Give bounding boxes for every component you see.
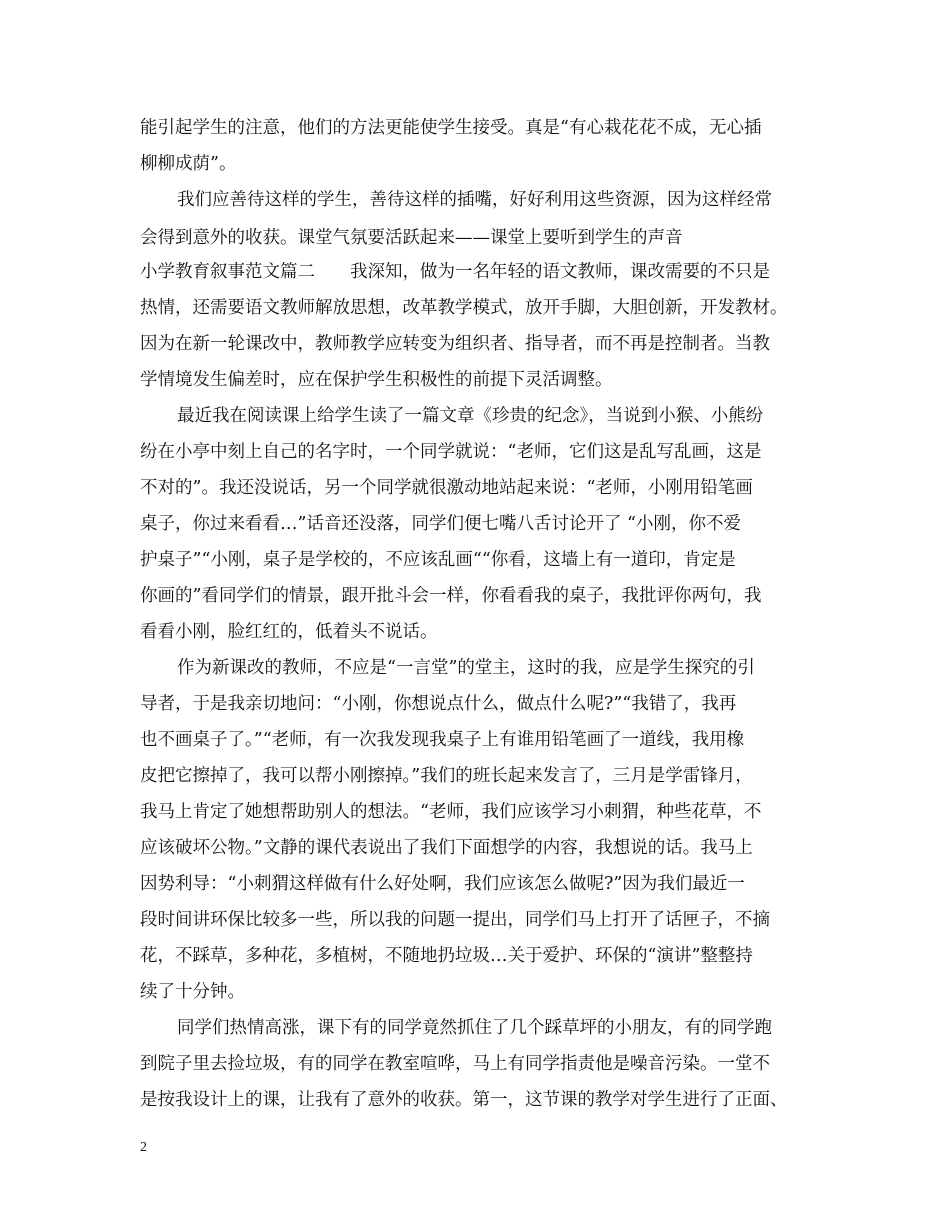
text-line: 是按我设计上的课，让我有了意外的收获。第一，这节课的教学对学生进行了正面、 xyxy=(140,1090,788,1110)
text-line: 续了十分钟。 xyxy=(140,982,245,1002)
text-line: 看看小刚，脸红红的，低着头不说话。 xyxy=(140,622,438,642)
text-line: 作为新课改的教师，不应是“一言堂”的堂主，这时的我，应是学生探究的引 xyxy=(177,658,755,678)
text-line: 小学教育叙事范文篇二 我深知，做为一名年轻的语文教师，课改需要的不只是 xyxy=(140,262,770,282)
text-line: 不对的”。我还没说话，另一个同学就很激动地站起来说：“老师，小刚用铅笔画 xyxy=(140,478,753,498)
page-number: 2 xyxy=(140,1140,147,1155)
text-line: 皮把它擦掉了，我可以帮小刚擦掉。”我们的班长起来发言了，三月是学雷锋月， xyxy=(140,766,753,786)
text-line: 最近我在阅读课上给学生读了一篇文章《珍贵的纪念》，当说到小猴、小熊纷 xyxy=(177,406,764,426)
text-line: 应该破坏公物。”文静的课代表说出了我们下面想学的内容，我想说的话。我马上 xyxy=(140,838,753,858)
text-line: 桌子，你过来看看…”话音还没落，同学们便七嘴八舌讨论开了 “小刚，你不爱 xyxy=(140,514,741,534)
text-line: 同学们热情高涨，课下有的同学竟然抓住了几个踩草坪的小朋友，有的同学跑 xyxy=(177,1018,772,1038)
text-line: 导者，于是我亲切地问：“小刚，你想说点什么，做点什么呢?”“我错了，我再 xyxy=(140,694,737,714)
text-line: 会得到意外的收获。课堂气氛要活跃起来——课堂上要听到学生的声音 xyxy=(140,228,683,248)
text-line: 也不画桌子了。”“老师，有一次我发现我桌子上有谁用铅笔画了一道线，我用橡 xyxy=(140,730,745,750)
text-line: 能引起学生的注意，他们的方法更能使学生接受。真是“有心栽花花不成，无心插 xyxy=(140,118,762,138)
text-line: 我们应善待这样的学生，善待这样的插嘴，好好利用这些资源，因为这样经常 xyxy=(177,190,772,210)
text-line: 到院子里去捡垃圾，有的同学在教室喧哗，马上有同学指责他是噪音污染。一堂不 xyxy=(140,1054,770,1074)
text-line: 学情境发生偏差时，应在保护学生积极性的前提下灵活调整。 xyxy=(140,370,613,390)
text-line: 因势利导：“小刺猬这样做有什么好处啊，我们应该怎么做呢?”因为我们最近一 xyxy=(140,874,745,894)
text-line: 热情，还需要语文教师解放思想，改革教学模式，放开手脚，大胆创新，开发教材。 xyxy=(140,298,788,318)
text-line: 我马上肯定了她想帮助别人的想法。“老师，我们应该学习小刺猬，种些花草，不 xyxy=(140,802,762,822)
text-line: 因为在新一轮课改中，教师教学应转变为组织者、指导者，而不再是控制者。当教 xyxy=(140,334,770,354)
text-line: 护桌子”“小刚，桌子是学校的，不应该乱画““你看，这墙上有一道印，肯定是 xyxy=(140,550,736,570)
text-line: 柳柳成荫”。 xyxy=(140,154,237,174)
text-line: 纷在小亭中刻上自己的名字时，一个同学就说：“老师，它们这是乱写乱画，这是 xyxy=(140,442,762,462)
text-line: 你画的”看同学们的情景，跟开批斗会一样，你看看我的桌子，我批评你两句，我 xyxy=(140,586,762,606)
text-line: 段时间讲环保比较多一些，所以我的问题一提出，同学们马上打开了话匣子，不摘 xyxy=(140,910,770,930)
text-line: 花，不踩草，多种花，多植树，不随地扔垃圾…关于爱护、环保的“演讲”整整持 xyxy=(140,946,753,966)
